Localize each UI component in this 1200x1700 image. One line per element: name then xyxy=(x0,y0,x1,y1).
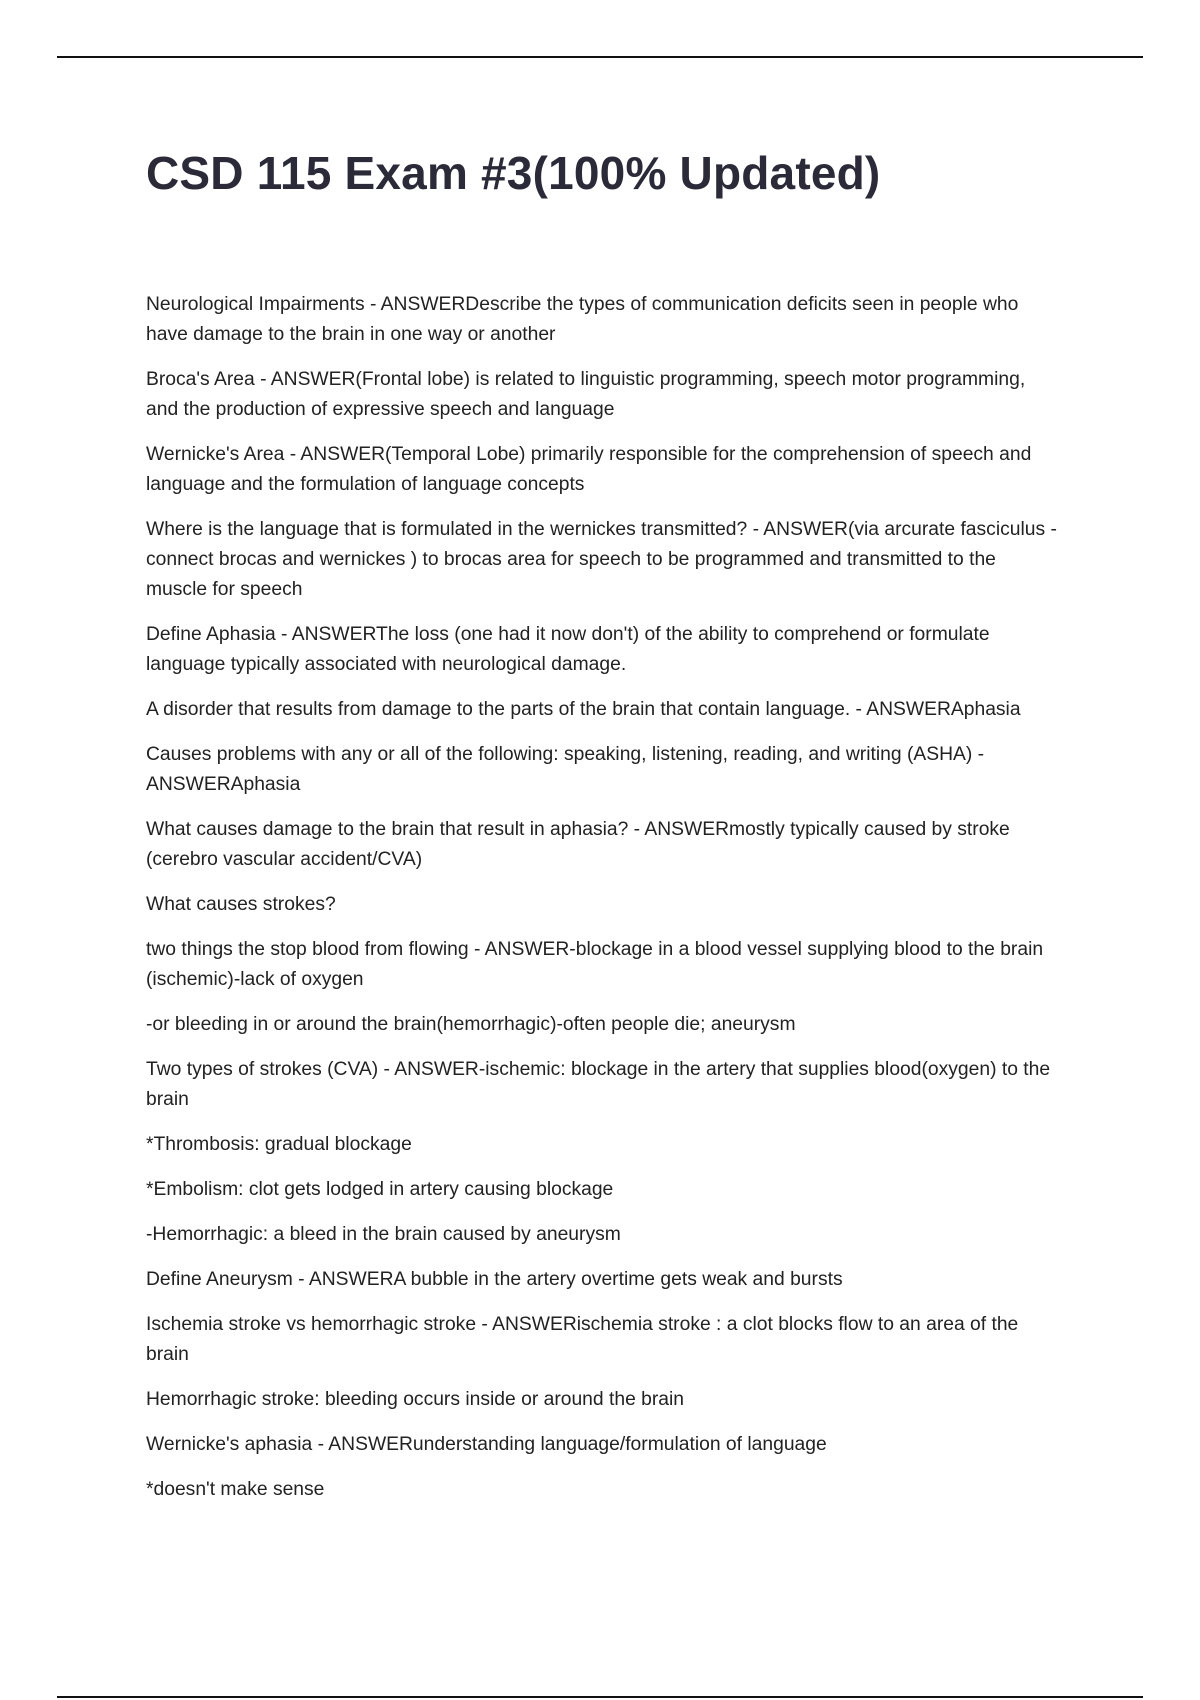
paragraph: -Hemorrhagic: a bleed in the brain caused by aneurysm xyxy=(146,1224,621,1245)
paragraph: *doesn't make sense xyxy=(146,1479,325,1500)
paragraph: Ischemia stroke vs hemorrhagic stroke - ANSWERischemia stroke : a clot blocks flow to an area of the brain xyxy=(146,1314,1019,1365)
paragraph: Where is the language that is formulated in the wernickes transmitted? - ANSWER(via arcurate fasciculus -connect brocas and wernickes ) to brocas area for speech to be programmed and transmitted to the muscle for speech xyxy=(146,519,1057,600)
paragraph: Causes problems with any or all of the following: speaking, listening, reading, and writing (ASHA) - ANSWERAphasia xyxy=(146,744,985,795)
paragraph: *Thrombosis: gradual blockage xyxy=(146,1134,412,1155)
paragraph: *Embolism: clot gets lodged in artery causing blockage xyxy=(146,1179,614,1200)
paragraph: Wernicke's Area - ANSWER(Temporal Lobe) primarily responsible for the comprehension of speech and language and the formulation of language concepts xyxy=(146,444,1032,495)
paragraph: What causes strokes? xyxy=(146,894,336,915)
top-rule xyxy=(57,56,1143,58)
paragraph: Neurological Impairments - ANSWERDescribe the types of communication deficits seen in people who have damage to the brain in one way or another xyxy=(146,294,1019,345)
paragraph: Define Aneurysm - ANSWERA bubble in the artery overtime gets weak and bursts xyxy=(146,1269,843,1290)
bottom-rule xyxy=(57,1696,1143,1698)
paragraph: Two types of strokes (CVA) - ANSWER-ischemic: blockage in the artery that supplies blood(oxygen) to the brain xyxy=(146,1059,1051,1110)
paragraph: Wernicke's aphasia - ANSWERunderstanding language/formulation of language xyxy=(146,1434,827,1455)
paragraph: Broca's Area - ANSWER(Frontal lobe) is related to linguistic programming, speech motor programming, and the production of expressive speech and language xyxy=(146,369,1026,420)
paragraph: A disorder that results from damage to the parts of the brain that contain language. - ANSWERAphasia xyxy=(146,699,1021,720)
paragraph: -or bleeding in or around the brain(hemorrhagic)-often people die; aneurysm xyxy=(146,1014,796,1035)
page-title: CSD 115 Exam #3(100% Updated) xyxy=(146,147,881,199)
paragraph: What causes damage to the brain that result in aphasia? - ANSWERmostly typically caused by stroke (cerebro vascular accident/CVA) xyxy=(146,819,1010,870)
paragraph: two things the stop blood from flowing - ANSWER-blockage in a blood vessel supplying blood to the brain (ischemic)-lack of oxygen xyxy=(146,939,1044,990)
document-body xyxy=(146,290,1061,1520)
paragraph: Hemorrhagic stroke: bleeding occurs inside or around the brain xyxy=(146,1389,685,1410)
paragraph: Define Aphasia - ANSWERThe loss (one had it now don't) of the ability to comprehend or formulate language typically associated with neurological damage. xyxy=(146,624,990,675)
